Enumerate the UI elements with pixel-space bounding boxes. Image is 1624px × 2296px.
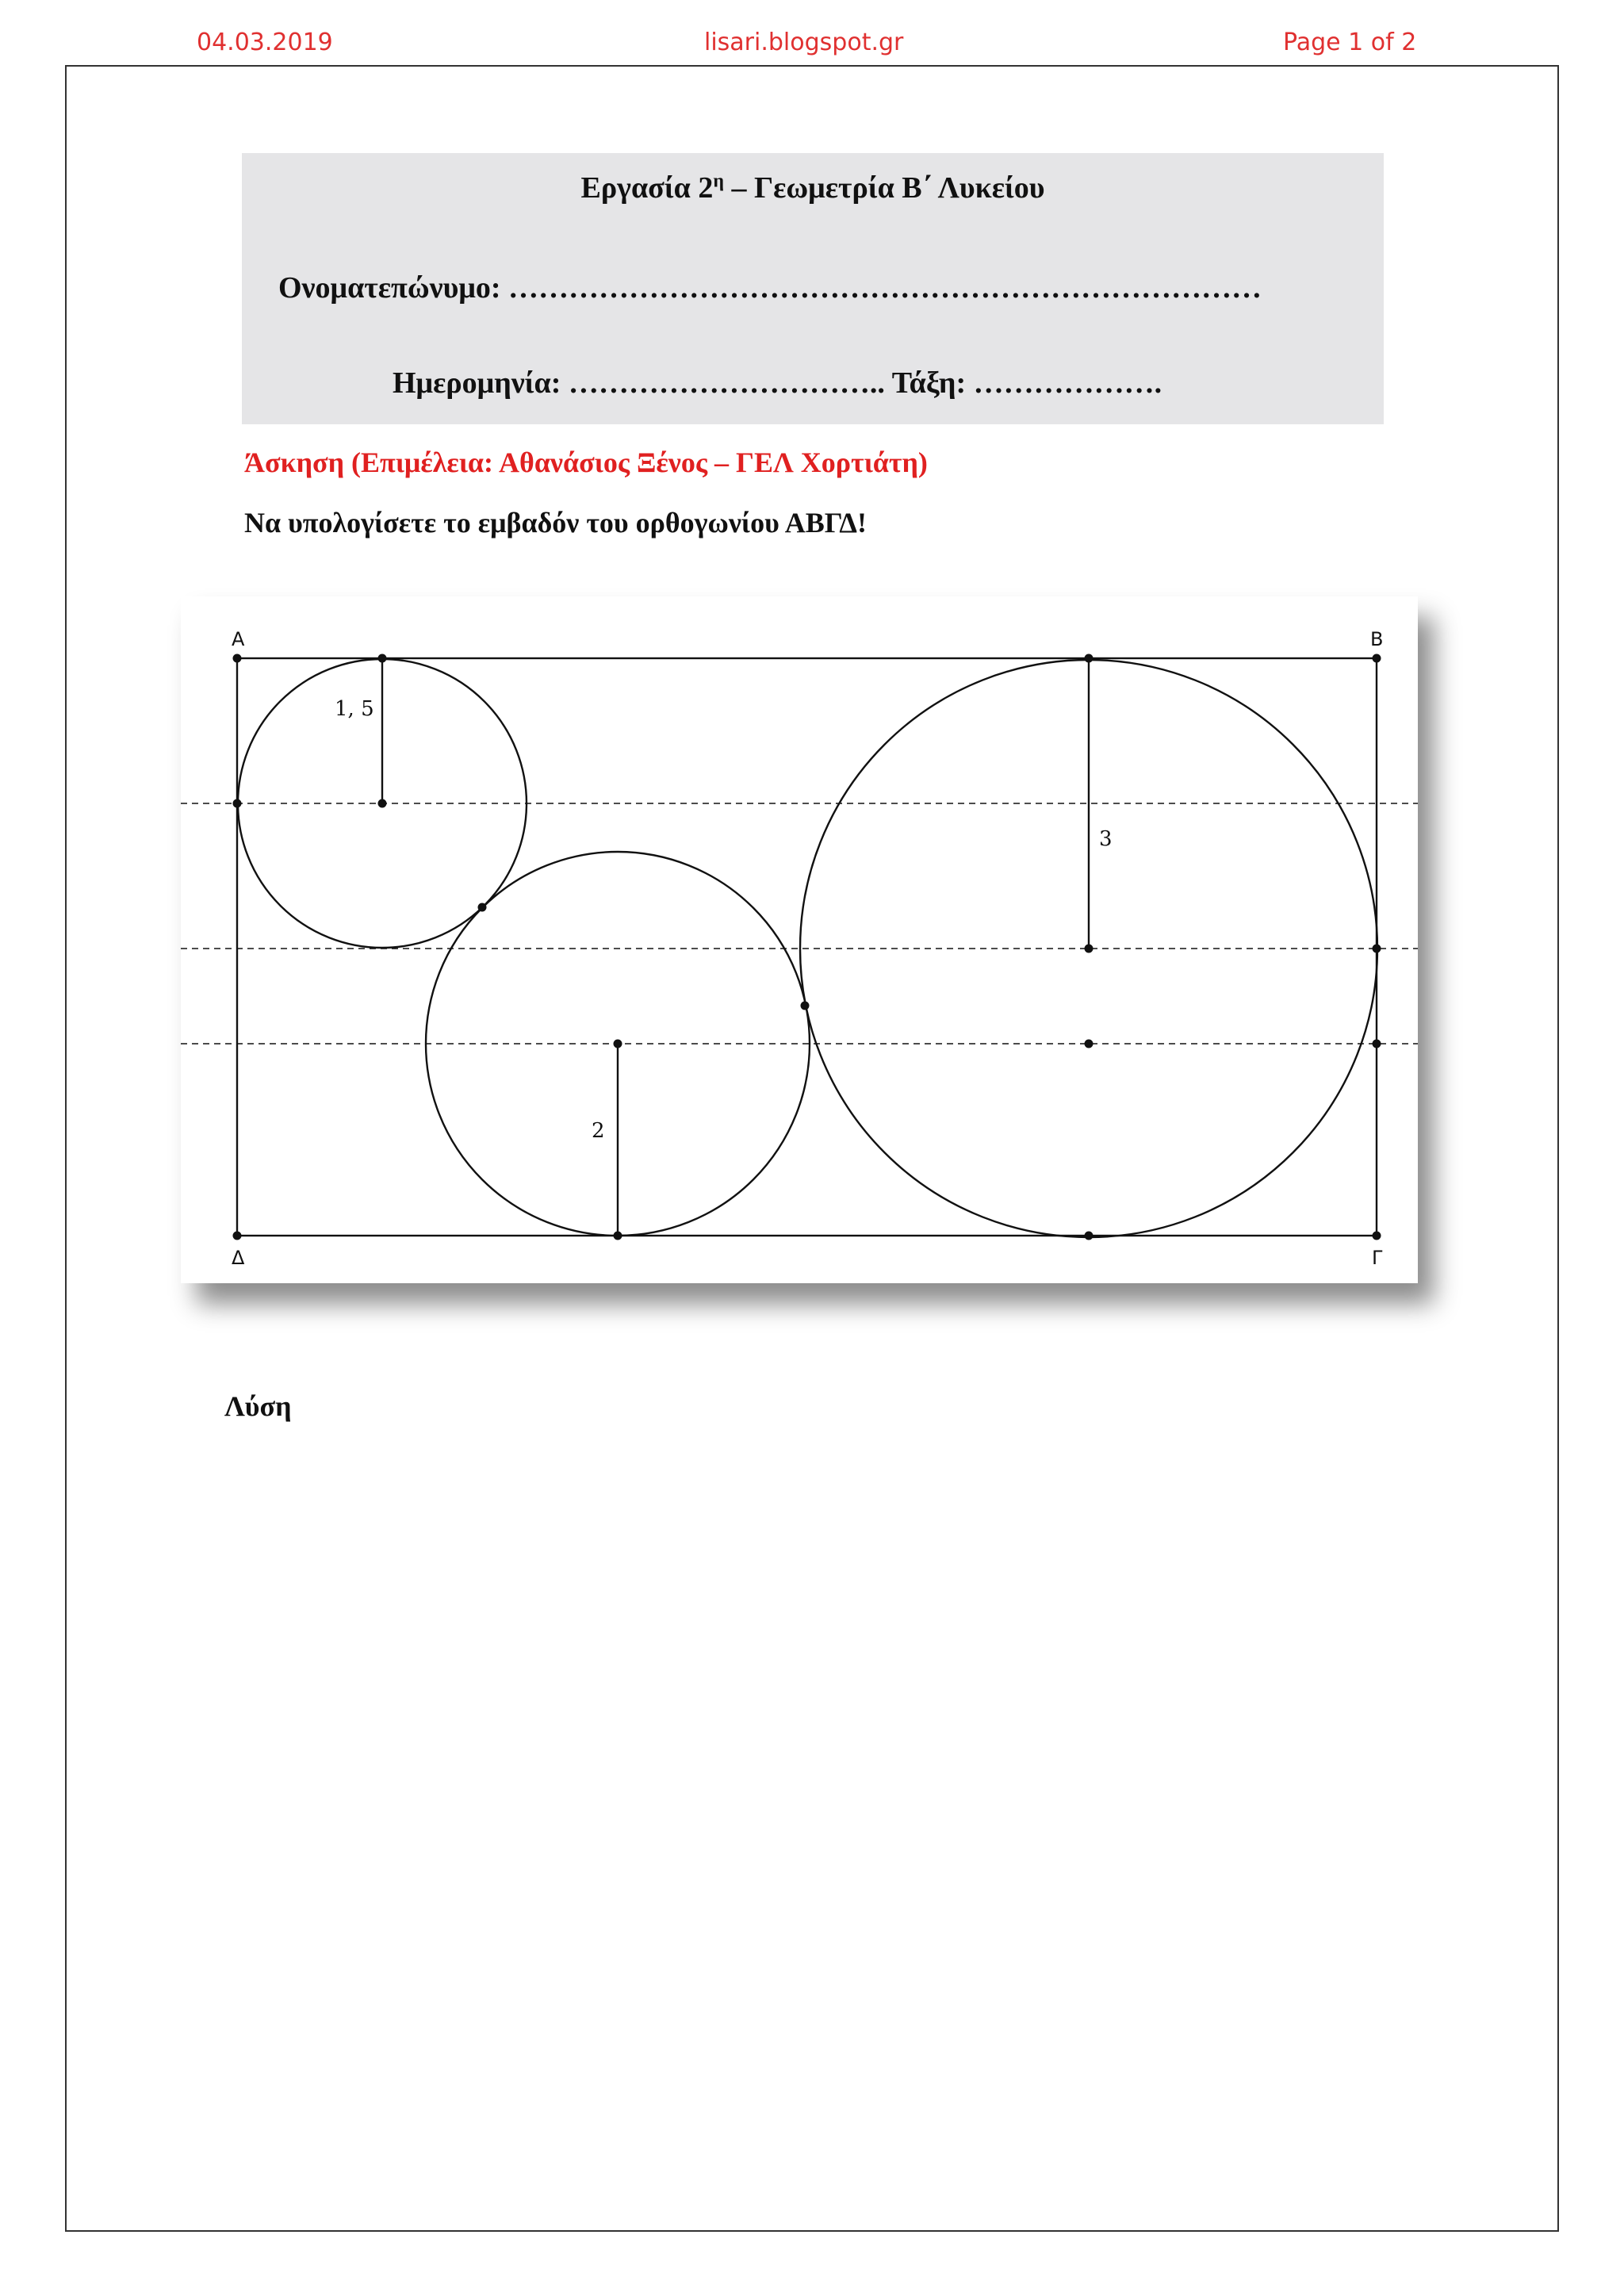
radius-label-medium: 2	[592, 1119, 605, 1143]
point-g	[1373, 1232, 1381, 1240]
radius-label-large: 3	[1099, 827, 1113, 851]
point-medium-center	[614, 1040, 622, 1048]
point-d	[233, 1232, 242, 1240]
radius-label-small: 1, 5	[335, 697, 374, 721]
student-name-line: Ονοματεπώνυμο: …………………………………………………………………	[278, 271, 1262, 305]
vertex-label-a: Α	[232, 628, 245, 650]
point-dashed-center	[1085, 1040, 1094, 1048]
point-large-top	[1085, 654, 1094, 663]
solution-label: Λύση	[224, 1390, 292, 1422]
point-b	[1373, 654, 1381, 663]
point-medium-bottom	[614, 1232, 622, 1240]
title-main: Εργασία 2	[580, 171, 714, 205]
header-site-link[interactable]: lisari.blogspot.gr	[704, 29, 904, 56]
date-class-line: Ημερομηνία: ………………………….. Τάξη: ……………….	[393, 366, 1162, 400]
header-page-number: Page 1 of 2	[1283, 29, 1417, 56]
point-small-top	[378, 654, 387, 663]
point-a	[233, 654, 242, 663]
point-tangent-medium-large	[801, 1002, 810, 1010]
vertex-label-g: Γ	[1372, 1247, 1383, 1269]
exercise-heading: Άσκηση (Επιμέλεια: Αθανάσιος Ξένος – ΓΕΛ Χορτιάτη)	[244, 447, 928, 478]
rectangle-abgd	[237, 658, 1377, 1236]
header-date: 04.03.2019	[197, 29, 333, 56]
exercise-task: Να υπολογίσετε το εμβαδόν του ορθογωνίου ΑΒΓΔ!	[244, 507, 867, 539]
vertex-label-b: Β	[1370, 628, 1384, 650]
point-small-left	[233, 799, 242, 808]
vertex-label-d: Δ	[232, 1247, 245, 1269]
point-large-center	[1085, 945, 1094, 953]
page-header	[0, 29, 1624, 63]
point-dashed-right	[1373, 1040, 1381, 1048]
worksheet-title-box	[242, 153, 1384, 424]
worksheet-title	[242, 171, 1384, 205]
point-large-right	[1373, 945, 1381, 953]
geometry-diagram	[181, 596, 1418, 1283]
point-tangent-small-medium	[478, 903, 487, 912]
title-rest: – Γεωμετρία Β΄ Λυκείου	[723, 171, 1045, 205]
point-large-bottom	[1085, 1232, 1094, 1240]
point-small-center	[378, 799, 387, 808]
title-superscript: η	[713, 171, 724, 192]
geometry-figure	[181, 596, 1418, 1283]
